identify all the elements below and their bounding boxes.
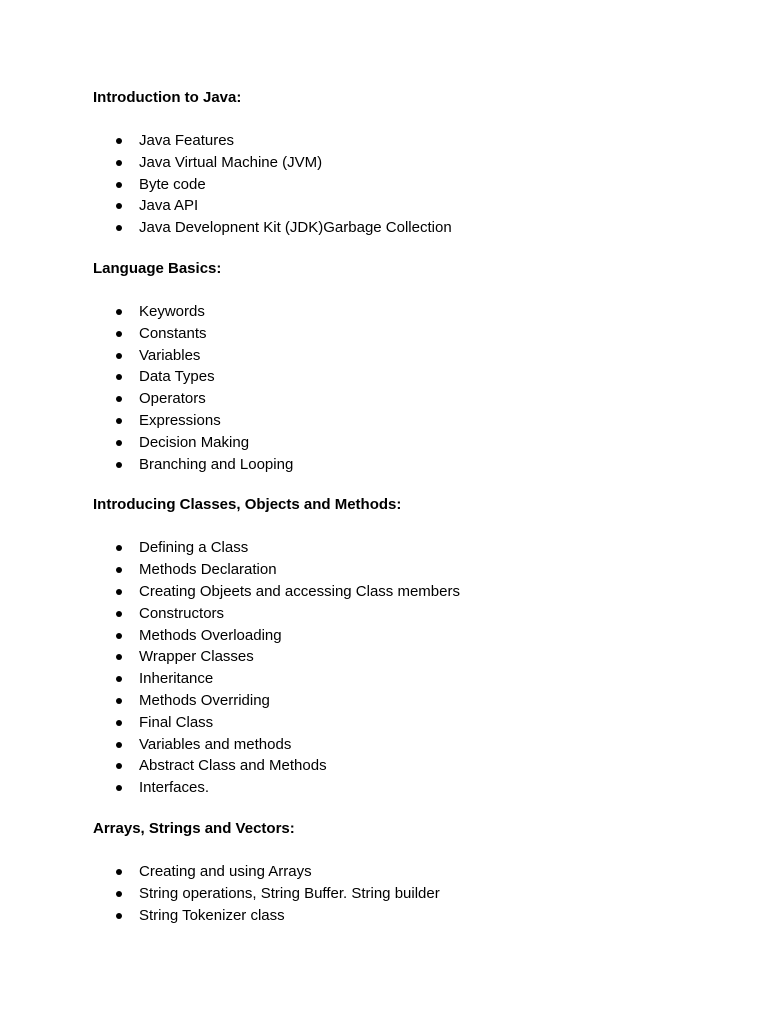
list-item <box>93 861 693 883</box>
bullet-icon <box>116 182 122 188</box>
bullet-list <box>93 130 693 239</box>
list-item <box>93 432 693 454</box>
section-heading: Language Basics: <box>93 259 222 277</box>
list-item-text: Methods Declaration <box>139 561 277 579</box>
bullet-icon <box>116 720 122 726</box>
list-item <box>93 345 693 367</box>
bullet-list <box>93 301 693 475</box>
bullet-icon <box>116 633 122 639</box>
bullet-icon <box>116 763 122 769</box>
list-item <box>93 603 693 625</box>
list-item-text: Interfaces. <box>139 779 210 797</box>
section-heading: Arrays, Strings and Vectors: <box>93 819 295 837</box>
section-language-basics <box>93 259 693 475</box>
list-item-text: Expressions <box>139 411 221 429</box>
bullet-icon <box>116 203 122 209</box>
bullet-icon <box>116 785 122 791</box>
list-item <box>93 174 693 196</box>
list-item-text: Methods Overloading <box>139 626 282 644</box>
list-item <box>93 734 693 756</box>
bullet-icon <box>116 396 122 402</box>
bullet-icon <box>116 611 122 617</box>
bullet-icon <box>116 913 122 919</box>
list-item <box>93 301 693 323</box>
list-item <box>93 388 693 410</box>
list-item <box>93 217 693 239</box>
list-item <box>93 581 693 603</box>
section-arrays-strings-vectors <box>93 819 693 926</box>
bullet-icon <box>116 742 122 748</box>
bullet-list <box>93 861 693 926</box>
bullet-icon <box>116 676 122 682</box>
list-item-text: Java Features <box>139 132 235 149</box>
list-item <box>93 625 693 647</box>
list-item-text: Operators <box>139 390 206 408</box>
list-item-text: Branching and Looping <box>139 455 294 473</box>
list-item-text: Java API <box>139 197 199 215</box>
list-item-text: Final Class <box>139 713 214 731</box>
bullet-icon <box>116 418 122 424</box>
list-item <box>93 366 693 388</box>
list-item-text: Java Developnent Kit (JDK)Garbage Collection <box>139 219 452 237</box>
list-item <box>93 905 693 927</box>
bullet-icon <box>116 440 122 446</box>
document-body <box>93 88 693 946</box>
list-item-text: Wrapper Classes <box>139 648 254 666</box>
list-item <box>93 323 693 345</box>
bullet-icon <box>116 589 122 595</box>
bullet-icon <box>116 309 122 315</box>
bullet-icon <box>116 160 122 166</box>
list-item <box>93 712 693 734</box>
bullet-list <box>93 537 693 799</box>
list-item-text: Variables and methods <box>139 735 292 753</box>
bullet-icon <box>116 654 122 660</box>
bullet-icon <box>116 225 122 231</box>
list-item-text: Inheritance <box>139 670 214 688</box>
list-item <box>93 755 693 777</box>
list-item <box>93 152 693 174</box>
bullet-icon <box>116 353 122 359</box>
list-item <box>93 646 693 668</box>
section-classes-objects-methods <box>93 495 693 799</box>
bullet-icon <box>116 374 122 380</box>
list-item <box>93 690 693 712</box>
section-introduction-to-java <box>93 88 693 239</box>
bullet-icon <box>116 138 122 144</box>
list-item-text: Keywords <box>139 302 205 320</box>
list-item <box>93 777 693 799</box>
list-item-text: Creating Objeets and accessing Class members <box>139 582 460 600</box>
list-item-text: String Tokenizer class <box>139 906 285 924</box>
list-item-text: Byte code <box>139 175 206 193</box>
list-item <box>93 454 693 476</box>
list-item-text: Java Virtual Machine (JVM) <box>139 153 323 171</box>
bullet-icon <box>116 869 122 875</box>
bullet-icon <box>116 698 122 704</box>
list-item <box>93 668 693 690</box>
bullet-icon <box>116 891 122 897</box>
list-item <box>93 195 693 217</box>
list-item-text: Defining a Class <box>139 539 249 557</box>
list-item <box>93 410 693 432</box>
bullet-icon <box>116 462 122 468</box>
list-item-text: Data Types <box>139 368 215 386</box>
list-item-text: Constants <box>139 324 207 342</box>
section-heading: Introducing Classes, Objects and Methods: <box>93 496 402 514</box>
bullet-icon <box>116 331 122 337</box>
bullet-icon <box>116 545 122 551</box>
list-item <box>93 883 693 905</box>
list-item <box>93 130 693 152</box>
list-item-text: Methods Overriding <box>139 691 270 709</box>
section-heading: Introduction to Java: <box>93 89 242 106</box>
list-item-text: Constructors <box>139 604 225 622</box>
list-item-text: String operations, String Buffer. String builder <box>139 884 440 902</box>
list-item-text: Creating and using Arrays <box>139 862 312 880</box>
list-item <box>93 559 693 581</box>
list-item <box>93 537 693 559</box>
bullet-icon <box>116 567 122 573</box>
list-item-text: Decision Making <box>139 433 250 451</box>
list-item-text: Abstract Class and Methods <box>139 757 327 775</box>
list-item-text: Variables <box>139 346 201 364</box>
